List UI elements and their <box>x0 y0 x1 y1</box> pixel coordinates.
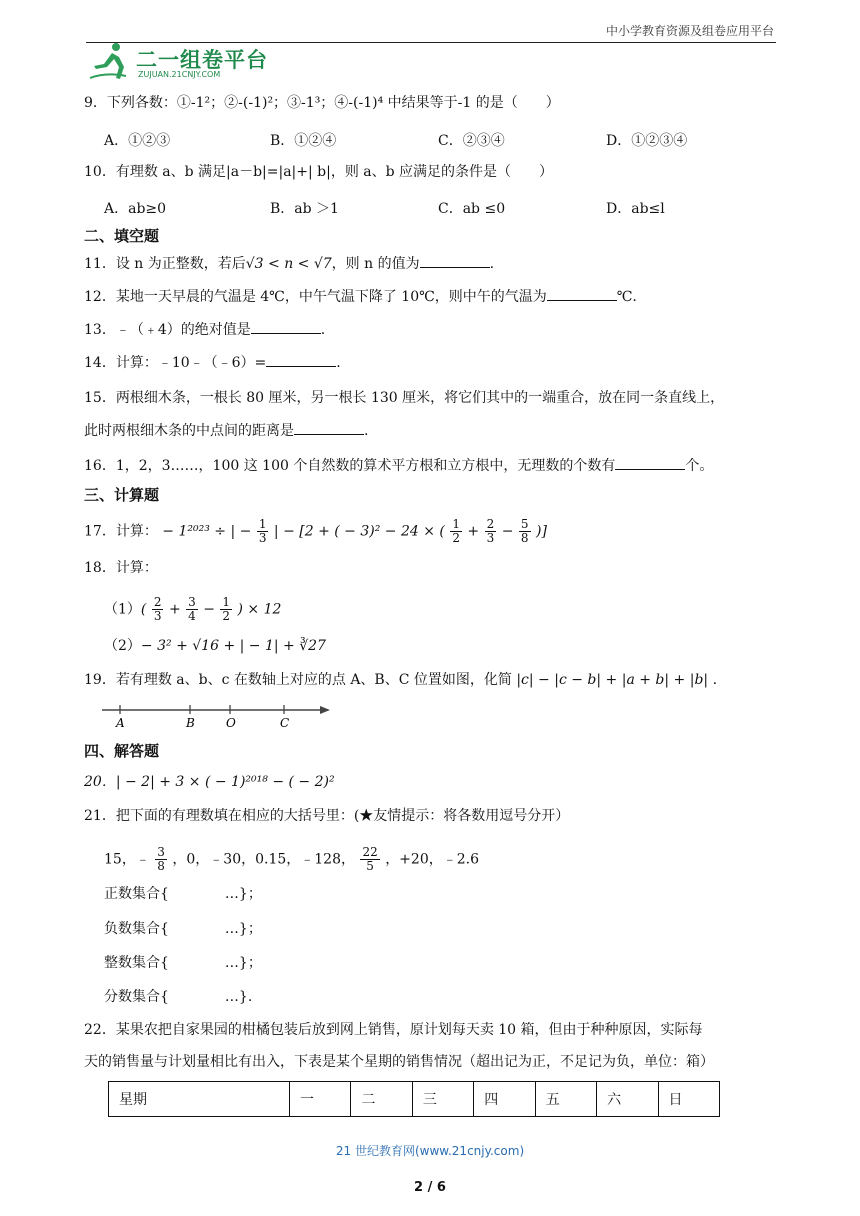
q21-fraction-2: $\frac{22}{5}$ <box>362 845 378 873</box>
q17-fraction-3: $\frac{2}{3}$ <box>486 517 495 545</box>
question-22-line1: 22．某果农把自家果园的柑橘包装后放到网上销售，原计划每天卖 10 箱，但由于种种原因，实际每 <box>84 1022 703 1038</box>
question-16 <box>84 455 713 476</box>
question-22-line2: 天的销售量与计划量相比有出入，下表是某个星期的销售情况（超出记为正，不足记为负，单位：箱） <box>84 1054 714 1070</box>
q10-option-b: B．ab ＞1 <box>270 201 339 217</box>
number-line-figure <box>100 700 332 730</box>
q13-text: 13．﹣（﹢4）的绝对值是 <box>84 322 251 338</box>
question-15-line1: 15．两根细木条，一根长 80 厘米，另一根长 130 厘米，将它们其中的一端重合，放在同一条直线上， <box>84 390 725 406</box>
q15-answer-blank[interactable] <box>294 420 364 435</box>
table-header-cell: 一 <box>290 1082 351 1117</box>
q18-p1-open: ( <box>140 601 147 618</box>
table-header-cell: 日 <box>658 1082 719 1117</box>
logo-text: 二一组卷平台 <box>136 48 268 72</box>
sales-table <box>108 1081 720 1117</box>
q16-answer-blank[interactable] <box>615 455 685 470</box>
table-header-cell: 六 <box>597 1082 658 1117</box>
axis-label-a: A <box>116 716 125 730</box>
q18-fraction-1: $\frac{2}{3}$ <box>153 595 162 623</box>
table-header-cell: 星期 <box>109 1082 290 1117</box>
q13-end: . <box>320 322 326 338</box>
question-14 <box>84 352 341 373</box>
q17-math-3: )] <box>535 523 547 540</box>
section-calculation: 三、计算题 <box>84 486 160 504</box>
question-13 <box>84 319 325 340</box>
question-12 <box>84 286 637 307</box>
q18-p1-end: ) × 12 <box>237 601 282 618</box>
q12-end: ℃. <box>616 289 637 305</box>
q13-answer-blank[interactable] <box>251 319 321 334</box>
question-19 <box>84 670 717 690</box>
q21-nums-a: 15，﹣ <box>104 851 150 868</box>
q12-answer-blank[interactable] <box>547 286 617 301</box>
q14-text: 14．计算：﹣10﹣（﹣6）= <box>84 355 267 371</box>
question-20: 20．| − 2| + 3 × ( − 1)²⁰¹⁸ − ( − 2)² <box>84 774 335 790</box>
question-9-stem: 9．下列各数：①-1²；②-(-1)²；③-1³；④-(-1)⁴ 中结果等于-1 的是（ ） <box>84 95 560 111</box>
set-integer[interactable]: 整数集合{ …}； <box>104 955 262 971</box>
q18-minus: − <box>203 601 215 618</box>
q9-option-d: D．①②③④ <box>606 133 688 149</box>
q9-option-a: A．①②③ <box>104 133 171 149</box>
question-15-line2 <box>84 420 368 441</box>
table-header-cell: 三 <box>412 1082 473 1117</box>
question-18-label: 18．计算： <box>84 560 158 576</box>
table-header-cell: 四 <box>474 1082 535 1117</box>
axis-label-c: C <box>280 716 290 730</box>
table-row <box>109 1082 720 1117</box>
number-line-arrow-icon <box>320 706 330 714</box>
q11-text: 11．设 n 为正整数，若后 <box>84 256 246 272</box>
q17-math-2: | − [2 + ( − 3)² − 24 × ( <box>273 523 445 540</box>
q16-text: 16．1，2，3……，100 这 100 个自然数的算术平方根和立方根中，无理数的个数有 <box>84 458 616 474</box>
q17-plus: + <box>467 523 480 540</box>
logo <box>86 40 286 84</box>
q17-fraction-1: $\frac{1}{3}$ <box>258 517 267 545</box>
set-negative[interactable]: 负数集合{ …}； <box>104 921 262 937</box>
q17-fraction-4: $\frac{5}{8}$ <box>520 517 529 545</box>
footer-site-link[interactable]: 21 世纪教育网(www.21cnjy.com) <box>335 1144 525 1158</box>
axis-label-o: O <box>226 716 236 730</box>
q11-text-b: ，则 n 的值为 <box>331 256 420 272</box>
q17-math-1: − 1²⁰²³ ÷ | − <box>162 523 252 540</box>
q14-end: . <box>336 355 341 371</box>
q15-end: . <box>364 423 369 439</box>
q18-p2-math: − 3² + √16 + | − 1| + ∛27 <box>140 638 326 654</box>
question-21-stem: 21．把下面的有理数填在相应的大括号里：(★友情提示：将各数用逗号分开） <box>84 808 570 824</box>
set-positive[interactable]: 正数集合{ …}； <box>104 886 262 902</box>
q9-option-b: B．①②④ <box>270 133 337 149</box>
q18-p1-label: （1） <box>104 601 141 618</box>
q21-fraction-1: $\frac{3}{8}$ <box>157 845 165 873</box>
axis-label-b: B <box>186 716 195 730</box>
logo-subtext: ZUJUAN.21CNJY.COM <box>138 70 221 79</box>
table-header-cell: 二 <box>351 1082 412 1117</box>
section-solution: 四、解答题 <box>84 742 160 760</box>
q11-answer-blank[interactable] <box>420 253 490 268</box>
q11-math: √3 < n < √7 <box>245 256 332 272</box>
q10-option-a: A．ab≥0 <box>104 201 167 217</box>
q18-plus: + <box>168 601 181 618</box>
table-header-cell: 五 <box>535 1082 596 1117</box>
q21-nums-b: ，0，﹣30，0.15，﹣128， <box>172 851 355 868</box>
question-18-part1 <box>104 596 281 623</box>
set-fraction[interactable]: 分数集合{ …}. <box>104 989 253 1005</box>
q18-p2-label: （2） <box>104 638 141 654</box>
q12-text: 12．某地一天早晨的气温是 4℃，中午气温下降了 10℃，则中午的气温为 <box>84 289 547 305</box>
q17-fraction-2: $\frac{1}{2}$ <box>452 517 460 545</box>
question-17 <box>84 518 547 545</box>
question-21-numbers <box>104 846 479 873</box>
q17-minus: − <box>501 523 514 540</box>
q19-text: 19．若有理数 a、b、c 在数轴上对应的点 A、B、C 位置如图，化简 <box>84 672 512 688</box>
q11-end: . <box>489 256 495 272</box>
q19-math: |c| − |c − b| + |a + b| + |b| <box>516 672 709 688</box>
q10-option-d: D．ab≤l <box>606 201 665 217</box>
q15-text: 此时两根细木条的中点间的距离是 <box>84 423 294 439</box>
q10-option-c: C．ab ≤0 <box>438 201 506 217</box>
q16-end: 个。 <box>685 458 714 474</box>
q18-fraction-2: $\frac{3}{4}$ <box>188 595 196 623</box>
q19-end: . <box>712 672 718 688</box>
q14-answer-blank[interactable] <box>266 352 336 367</box>
q17-label: 17．计算： <box>84 523 158 540</box>
q9-option-c: C．②③④ <box>438 133 505 149</box>
platform-name: 中小学教育资源及组卷应用平台 <box>605 24 774 38</box>
section-fill-in: 二、填空题 <box>84 227 160 245</box>
question-18-part2 <box>104 636 326 656</box>
q18-fraction-3: $\frac{1}{2}$ <box>222 595 231 623</box>
question-11 <box>84 253 494 274</box>
runner-logo-icon <box>86 40 134 84</box>
q21-nums-c: ，+20，﹣2.6 <box>385 851 479 868</box>
page-number: 2 / 6 <box>414 1180 446 1195</box>
question-10-stem: 10．有理数 a、b 满足|a－b|=|a|+| b|，则 a、b 应满足的条件是（ ） <box>84 164 554 180</box>
